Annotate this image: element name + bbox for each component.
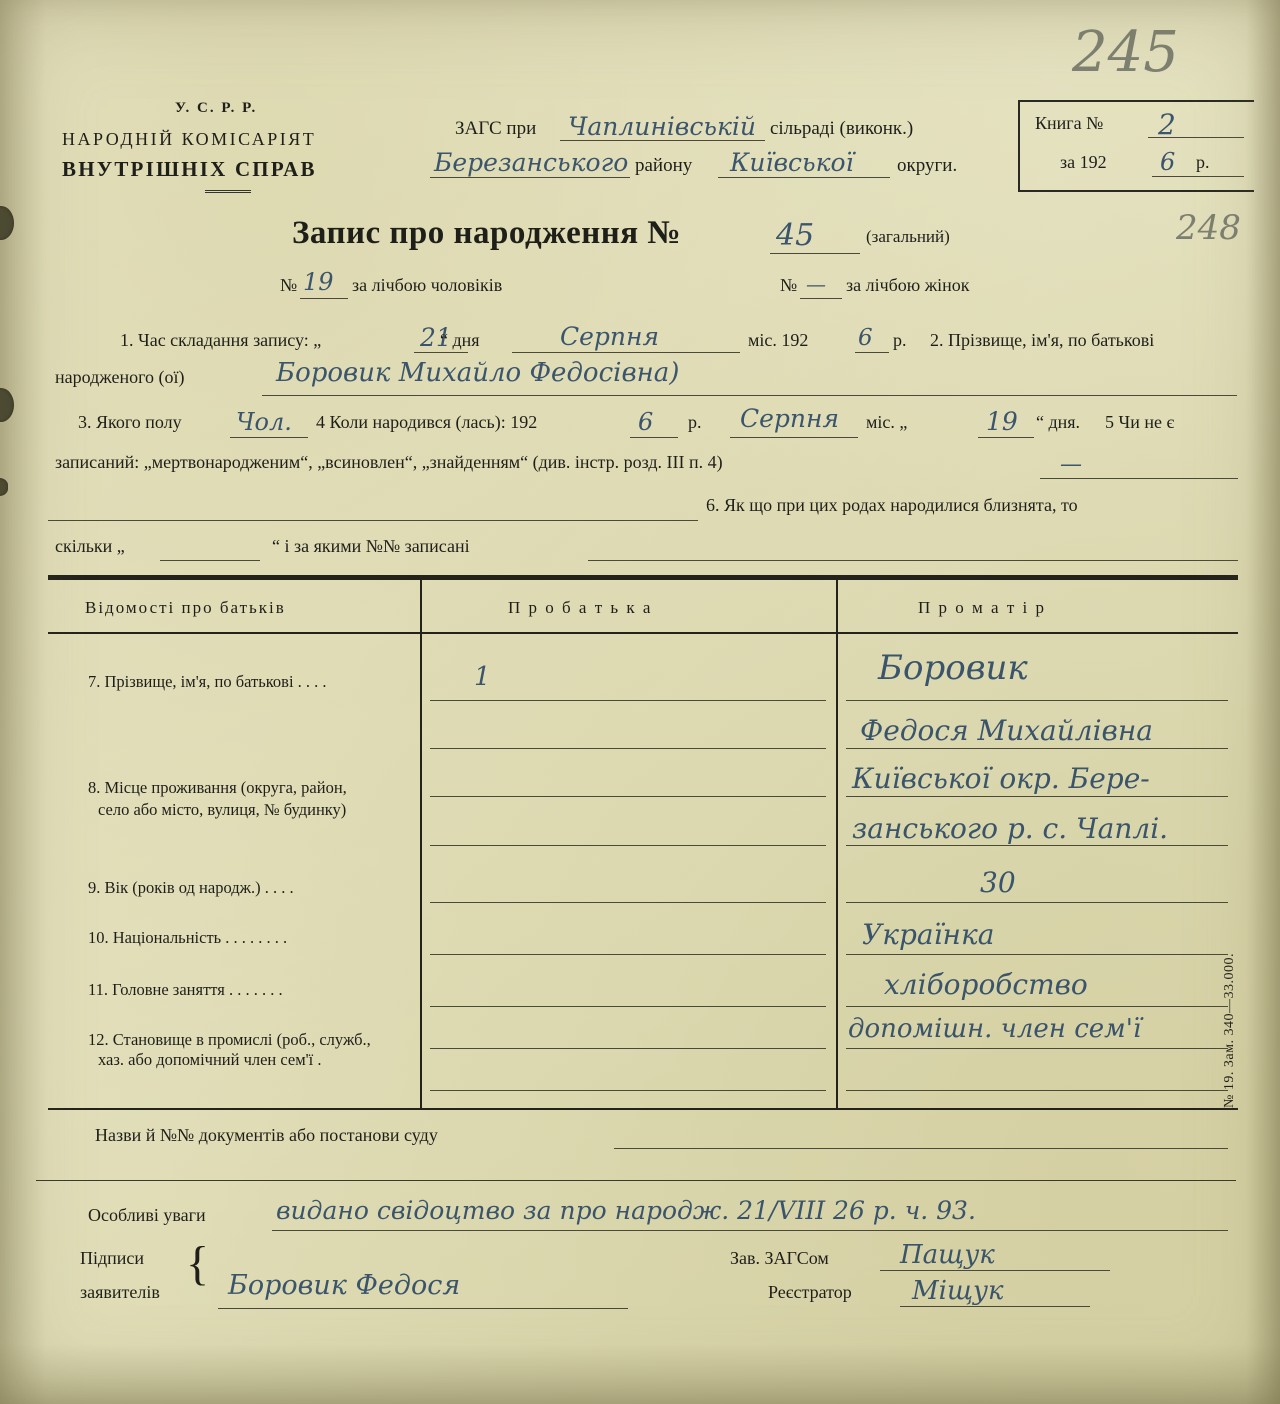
row7-father-line-2 [430,748,826,749]
registrar-label: Реєстратор [768,1282,852,1302]
table-bottom-border [48,1108,1238,1110]
item6-numbers-line [588,560,1238,561]
item5-fill-line [1040,478,1238,479]
row10-mother-value: Українка [862,918,995,951]
men-counter-value: 19 [303,268,334,296]
documents-fill-line [614,1148,1228,1149]
item5-label-2: записаний: „мертвонародженим“, „всиновлен“, „знайденням“ (див. інстр. розд. III п. 4) [55,452,723,472]
table-header-father: П р о б а т ь к а [508,598,653,617]
item4-day-value: 19 [986,407,1018,436]
item6-label: 6. Як що при цих родах народилися близнята, то [706,495,1078,515]
item3-fill-line [230,437,308,438]
commissariat-line-2: ВНУТРІШНІХ СПРАВ [62,157,317,181]
record-number-line [770,253,860,254]
okruha-value: Київської [730,148,854,177]
row9-mother-line [846,902,1228,903]
state-abbreviation: У. С. Р. Р. [175,100,258,116]
women-counter-label: за лічбою жінок [846,275,970,295]
item4-label: 4 Коли народився (лась): 192 [316,412,538,432]
row7-mother-value-line2: Федося Михайлівна [860,714,1153,747]
item3-label: 3. Якого полу [78,412,182,432]
women-counter-line [800,298,842,299]
item1-year-suffix: р. [893,330,907,350]
item4-day-line [978,437,1034,438]
row8-mother-value-line2: занського р. с. Чаплі. [852,812,1169,845]
registrar-line [900,1306,1090,1307]
item4-month-line [730,437,858,438]
item1-month-value: Серпня [560,322,660,351]
row8-mother-line-2 [846,845,1228,846]
item4-day-suffix: “ дня. [1036,412,1081,432]
table-header-parents: Відомості про батьків [85,598,286,617]
row7-mother-line-2 [846,748,1228,749]
item4-month-label: міс. „ [866,412,908,432]
item2-fill-line [262,395,1237,396]
folio-number-top: 245 [1072,20,1179,85]
zags-head-line [880,1270,1110,1271]
signature-brace: { [186,1237,210,1290]
item4-month-value: Серпня [740,404,840,433]
table-row-7-label: 7. Прізвище, ім'я, по батькові . . . . [88,672,327,691]
table-column-divider-1 [420,578,422,1108]
item1-day-value: 21 [420,323,452,352]
men-counter-label-prefix: № [280,275,298,295]
row7-father-line [430,700,826,701]
item1-label: 1. Час складання запису: „ [120,330,322,350]
zags-head-label: Зав. ЗАГСом [730,1248,829,1268]
row12-father-line-1 [430,1048,826,1049]
commissariat-line-1: НАРОДНІЙ КОМІСАРІЯТ [62,129,317,149]
row8-mother-value-line1: Київської окр. Бере- [852,762,1150,795]
item1-day-line [414,352,468,353]
okruha-fill-line [718,177,890,178]
bottom-edge-shadow [0,1344,1280,1404]
item5-label: 5 Чи не є [1105,412,1175,432]
table-row-8-label-line1: 8. Місце проживання (округа, район, [88,778,347,797]
table-row-9-label: 9. Вік (років од народж.) . . . . [88,878,294,897]
table-row-8-label-line2: село або місто, вулиця, № будинку) [98,800,347,819]
right-edge-shadow [1246,0,1280,1404]
table-column-divider-2 [836,578,838,1108]
row8-mother-line-1 [846,796,1228,797]
table-row-11-label: 11. Головне заняття . . . . . . . [88,980,283,999]
item6-count-line [160,560,260,561]
item4-year-suffix: р. [688,412,702,432]
okruha-label: округи. [897,155,958,176]
zags-value: Чаплинівській [568,112,757,141]
item1-mid-label: “ дня [440,330,480,350]
row12-mother-value: допомішн. член сем'ї [848,1014,1142,1044]
item1-year-label: міс. 192 [748,330,809,350]
row12-mother-line-2 [846,1090,1228,1091]
book-label: Книга № [1035,113,1104,133]
book-year-fill-line [1152,176,1244,177]
registrar-value: Міщук [912,1276,1004,1306]
title-note: (загальний) [866,227,950,246]
men-counter-label: за лічбою чоловіків [352,275,503,295]
item5-value: — [1060,452,1082,477]
row7-mother-line [846,700,1228,701]
item1-year-value: 6 [858,325,873,351]
rayon-fill-line [430,177,630,178]
rayon-value: Березанського [434,148,629,177]
signature-line [218,1308,628,1309]
row12-father-line-2 [430,1090,826,1091]
row7-mother-value-line1: Боровик [878,648,1028,688]
zags-head-value: Пащук [900,1240,995,1270]
signatures-label-line1: Підписи [80,1248,145,1268]
signatures-label-line2: заявителів [80,1282,160,1302]
table-header-border [48,632,1238,634]
item4-year-line [630,437,678,438]
item1-month-line [512,352,740,353]
zags-label: ЗАГС при [455,118,537,139]
women-counter-value: — [806,272,826,296]
special-notes-label: Особливі уваги [88,1205,206,1225]
men-counter-line [300,298,348,299]
signature-value: Боровик Федося [228,1270,461,1301]
item4-year-value: 6 [638,408,654,436]
book-year-suffix: р. [1196,152,1210,172]
row8-father-line-2 [430,845,826,846]
row7-father-value: 1 [474,662,491,692]
row9-father-line [430,902,826,903]
masthead-divider [205,190,251,193]
print-run-note: № 19. Зам. 340—33.000. [1222,953,1237,1108]
table-row-10-label: 10. Національність . . . . . . . . [88,928,288,947]
women-counter-label-prefix: № [780,275,798,295]
item6-mid-label: “ і за якими №№ записані [272,536,470,556]
row9-mother-value: 30 [980,866,1016,899]
book-value: 2 [1158,108,1176,141]
row11-father-line [430,1006,826,1007]
item1-year-line [855,352,889,353]
row10-father-line [430,954,826,955]
table-header-mother: П р о м а т і р [918,598,1046,617]
item2-value: Боровик Михайло Федосівна) [276,358,680,388]
table-top-border [48,575,1238,580]
silrada-label: сільраді (виконк.) [770,118,914,139]
special-notes-value: видано свідоцтво за про народж. 21/VIII 26 р. ч. 93. [276,1196,976,1225]
table-row-12-label-line1: 12. Становище в промислі (роб., служб., [88,1030,371,1049]
item2-label-2: народженого (ої) [55,367,185,387]
item3-value: Чол. [236,408,292,436]
footer-divider [36,1180,1236,1181]
item6-lead-line [48,520,698,521]
item6-label-2: скільки „ [55,536,125,556]
book-year-label: за 192 [1060,152,1107,172]
book-year-value: 6 [1160,148,1176,176]
table-row-12-label-line2: хаз. або допомічний член сем'ї . [98,1050,322,1069]
item2-label: 2. Прізвище, ім'я, по батькові [930,330,1155,350]
row10-mother-line [846,954,1228,955]
documents-label: Назви й №№ документів або постанови суду [95,1125,438,1145]
page-title: Запис про народження № [292,215,682,251]
special-notes-line [272,1230,1228,1231]
rayon-label: району [635,155,693,176]
record-number-value: 45 [776,218,815,253]
row11-mother-value: хліборобство [884,968,1088,1001]
folio-number-second: 248 [1176,208,1241,248]
row11-mother-line [846,1006,1228,1007]
row8-father-line-1 [430,796,826,797]
row12-mother-line-1 [846,1048,1228,1049]
